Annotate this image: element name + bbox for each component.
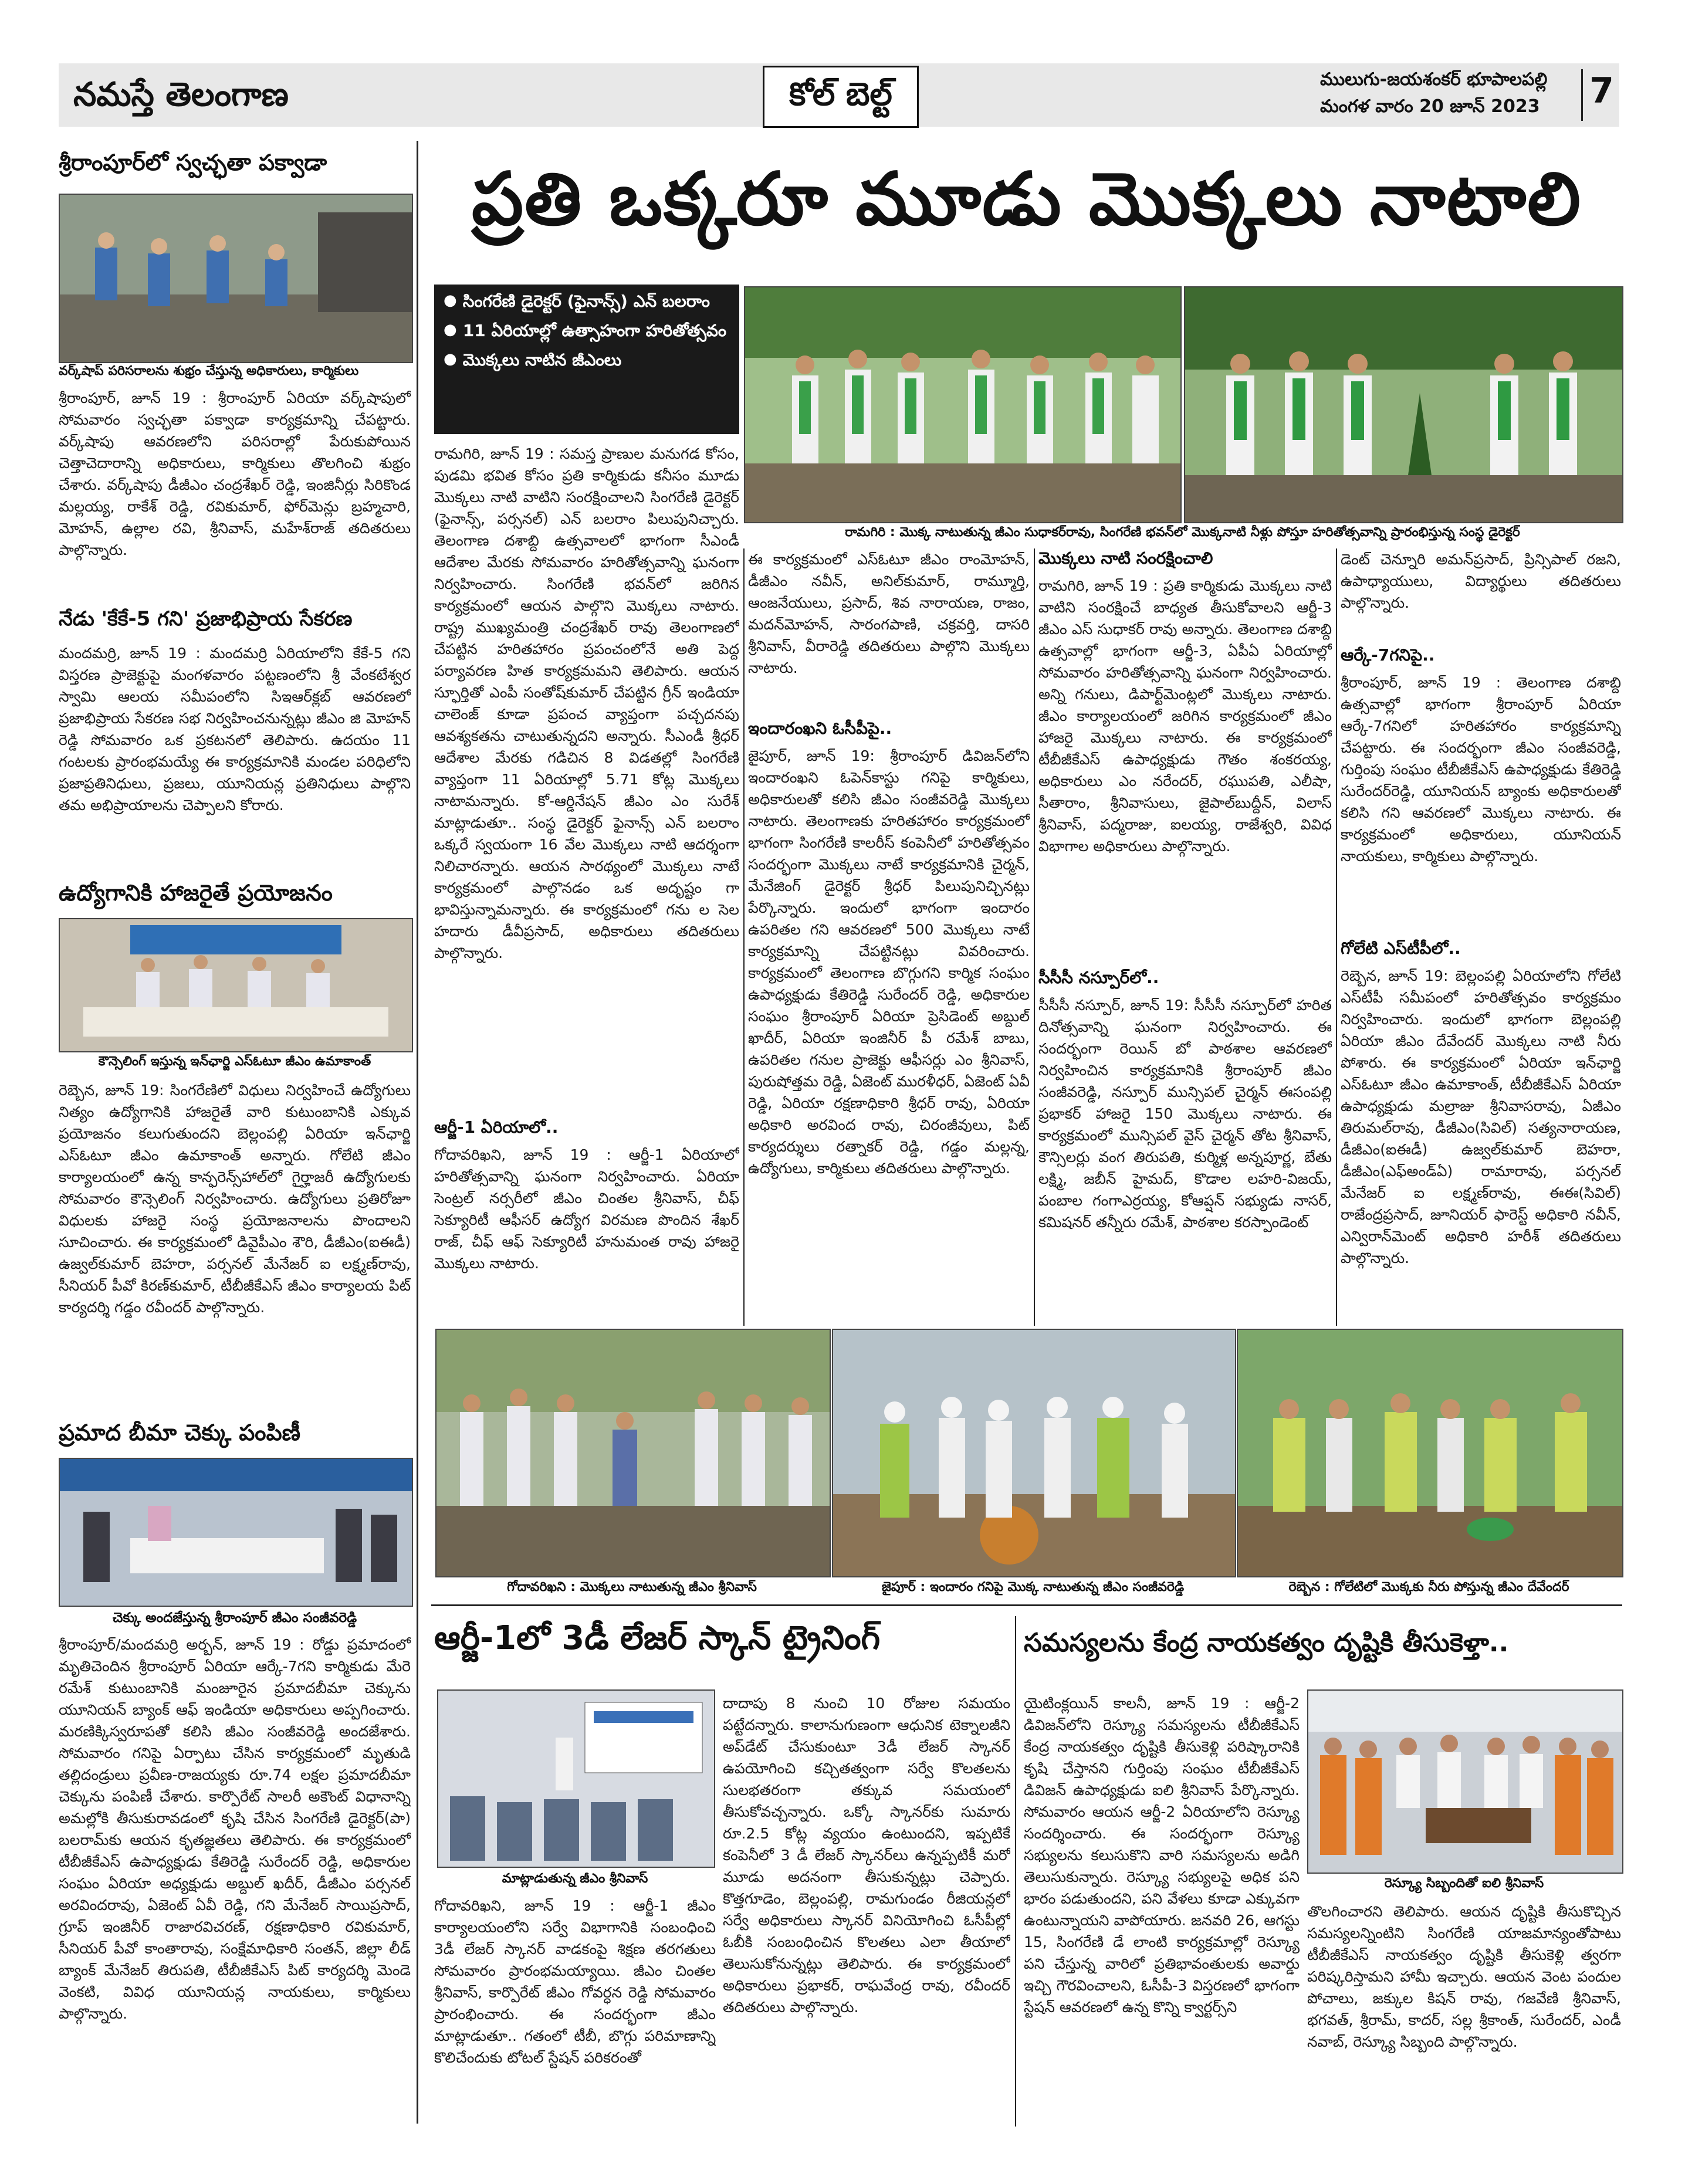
article-swachhata-body: శ్రీరాంపూర్, జూన్ 19 : శ్రీరాంపూర్ ఏరియా వర్క్‌షాపులో సోమవారం స్వచ్ఛతా పక్వాడా కార్యక్రమాన్ని చేపట్టారు. వర్క్‌షాపు ఆవరణలోని పరిసరాల్లో పేరుకుపోయిన చెత్తాచెదారాన్ని అధికారులు, కార్మికులు తొలగించి శుభ్రం చేశారు. వర్క్‌షాపు డీజీఎం చంద్రశేఖర్ రెడ్డి, ఇంజినీర్లు సిరికొండ మల్లయ్య, రాకేశ్ రెడ్డి, రవికుమార్, ఫోర్‌మెన్లు బ్రహ్మచారి, మోహన్, ఉల్లాల రవి, శ్రీనివాస్, మహేశ్‌రాజ్ తదితరులు పాల్గొన్నారు.: [59, 390, 411, 558]
article-kk5-body: మందమర్రి, జూన్ 19 : మందమర్రి ఏరియాలోని కేకే-5 గని విస్తరణ ప్రాజెక్టుపై మంగళవారం పట్టణంలోని శ్రీ వేంకటేశ్వర స్వామి ఆలయ సమీపంలోని సిఇఆర్‌క్లబ్ ఆవరణలో ప్రజాభిప్రాయ సేకరణ సభ నిర్వహించనున్నట్లు జీఎం జి మోహన్ రెడ్డి సోమవారం ఒక ప్రకటనలో తెలిపారు. ఉదయం 11 గంటలకు ప్రారంభమయ్యే ఈ కార్యక్రమానికి మండల పరిధిలోని ప్రజాప్రతినిధులు, ప్రజలు, యూనియన్ల ప్రతినిధులు పాల్గొని తమ అభిప్రాయాలను చెప్పాలని కోరారు.: [59, 645, 411, 814]
main-col1-subhead: ఆర్జీ-1 ఏరియాలో..: [434, 1118, 559, 1137]
main-col3-subhead2: సీసీసీ నస్పూర్‌లో..: [1038, 968, 1159, 987]
photo-rescue-staff: [1307, 1689, 1623, 1874]
paper-name: నమస్తే తెలంగాణ: [73, 75, 289, 114]
photo-counselling: [59, 918, 413, 1052]
main-col4b-body: శ్రీరాంపూర్, జూన్ 19 : తెలంగాణ దశాబ్ది ఉత్సవాల్లో భాగంగా శ్రీరాంపూర్ ఏరియా ఆర్కే-7గనిలో హరితహారం కార్యక్రమాన్ని చేపట్టారు. ఈ సందర్భంగా జీఎం సంజీవరెడ్డి, గుర్తింపు సంఘం టీబీజీకేఎస్ ఉపాధ్యక్షుడు కేతిరెడ్డి సురేందర్‌రెడ్డి, యూనియన్ బ్యాంకు అధికారులతో కలిసి గని ఆవరణలో మొక్కలు నాటారు. ఈ కార్యక్రమంలో అధికారులు, యూనియన్ నాయకులు, కార్మికులు పాల్గొన్నారు.: [1341, 674, 1621, 865]
district-name: ములుగు-జయశంకర్ భూపాలపల్లి: [1320, 69, 1548, 90]
section-name: కోల్ బెల్ట్: [789, 75, 892, 113]
article-insurance-headline: ప్రమాద బీమా చెక్కు పంపిణీ: [59, 1420, 300, 1445]
photo-ramagiri-planting: [744, 286, 1182, 523]
laser-body-right: దాదాపు 8 నుంచి 10 రోజుల సమయం పట్టేదన్నారు. కాలానుగుణంగా ఆధునిక టెక్నాలజీని అప్‌డేట్ చేసుకుంటూ 3డీ లేజర్ స్కానర్ ఉపయోగించి కచ్చితత్వంగా సర్వే కొలతలను సులభతరంగా తక్కువ సమయంలో తీసుకోవచ్చన్నారు. ఒక్కో స్కానర్‌కు సుమారు రూ.2.5 కోట్ల వ్యయం ఉంటుందని, ఇప్పటికే కంపెనీలో 3 డీ లేజర్ స్కానర్‌లు ఉన్నప్పటికీ మరో మూడు అదనంగా తీసుకున్నట్లు చెప్పారు. కొత్తగూడెం, బెల్లంపల్లి, రామగుండం రీజియన్లలో సర్వే అధికారులు స్కానర్ వినియోగించి ఓసీపీల్లో ఓబీకి సంబంధించిన కొలతలు ఎలా తీయాలో తెలుసుకోనున్నట్లు తెలిపారు. ఈ కార్యక్రమంలో అధికారులు ప్రభాకర్, రాఘవేంద్ర రావు, రవీందర్ తదితరులు పాల్గొన్నారు.: [723, 1695, 1010, 2016]
page-number: 7: [1589, 70, 1614, 111]
photo-insurance-cheque: [59, 1458, 413, 1607]
section-divider: [431, 1604, 1622, 1606]
issues-headline: సమస్యలను కేంద్ర నాయకత్వం దృష్టికి తీసుకెళ్తా..: [1024, 1628, 1509, 1658]
laser-body-left: గోదావరిఖని, జూన్ 19 : ఆర్జీ-1 జీఎం కార్యాలయంలోని సర్వే విభాగానికి సంబంధించి 3డీ లేజర్ స్కానర్ వాడకంపై శిక్షణ తరగతులు సోమవారం ప్రారంభమయ్యాయి. జీఎం చింతల శ్రీనివాస్, కార్పొరేట్ జీఎం గోవర్ధన రెడ్డి సోమవారం ప్రారంభించారు. ఈ సందర్భంగా జీఎం మాట్లాడుతూ.. గతంలో టీబీ, బొగ్గు పరిమాణాన్ని కొలిచేందుకు టోటల్ స్టేషన్ పరికరంతో: [434, 1897, 716, 2066]
col-divider: [743, 548, 745, 1326]
article-swachhata-headline: శ్రీరాంపూర్‌లో స్వచ్ఛతా పక్వాడా: [59, 150, 327, 175]
caption-jaipur: జైపూర్ : ఇందారం గనిపై మొక్క నాటుతున్న జీఎం సంజీవరెడ్డి: [881, 1580, 1185, 1594]
main-col4-body: డెంట్ చెన్నూరి అమన్‌ప్రసాద్, ప్రిన్సిపాల్ రజని, ఉపాధ్యాయులు, విద్యార్థులు తదితరులు పాల్గొన్నారు.: [1341, 551, 1621, 611]
col-divider: [1015, 1616, 1016, 2127]
main-col4-subhead2: గోలేటి ఎస్‌టీపీలో..: [1341, 939, 1461, 958]
photo-laser-training: [437, 1689, 715, 1868]
caption-laser: మాట్లాడుతున్న జీఎం శ్రీనివాస్: [502, 1871, 648, 1886]
col-divider: [1034, 548, 1035, 1326]
article-attendance-body: రెబ్బెన, జూన్ 19: సింగరేణిలో విధులు నిర్వహించే ఉద్యోగులు నిత్యం ఉద్యోగానికి హాజరైతే వారి కుటుంబానికి ఎక్కువ ప్రయోజనం కలుగుతుందని బెల్లంపల్లి ఏరియా ఇన్‌ఛార్జి ఎస్‌ఓటూ జీఎం ఉమాకాంత్ అన్నారు. గోలేటి జీఎం కార్యాలయంలో ఉన్న కాన్ఫరెన్స్‌హాల్‌లో గైర్హాజరీ ఉద్యోగులకు సోమవారం కౌన్సెలింగ్ నిర్వహించారు. ఉద్యోగులు ప్రతిరోజూ విధులకు హాజరై సంస్థ ప్రయోజనాలను పొందాలని సూచించారు. ఈ కార్యక్రమంలో డివైపీఎం శౌరి, డీజీఎం(ఐఈడీ) ఉజ్వల్‌కుమార్ బెహరా, పర్సనల్ మేనేజర్ ఐ లక్ష్మణ్‌రావు, సీనియర్ పీవో కిరణ్‌కుమార్, టీబీజీకేఎస్ జీఎం కార్యాలయ పిట్ కార్యదర్శి గడ్డం రవీందర్ పాల్గొన్నారు.: [59, 1082, 411, 1316]
caption-rebbena: రెబ్బెన : గోలేటిలో మొక్కకు నీరు పోస్తున్న జీఎం దేవేందర్: [1288, 1580, 1569, 1594]
main-col3-subhead: మొక్కలు నాటి సంరక్షించాలి: [1038, 548, 1213, 568]
bullet-item: ● మొక్కలు నాటిన జీఎంలు: [444, 350, 622, 370]
caption-top-photos: రామగిరి : మొక్క నాటుతున్న జీఎం సుధాకర్‌రావు, సింగరేణి భవన్‌లో మొక్కనాటి నీళ్లు పోస్తూ హరితోత్సవాన్ని ప్రారంభిస్తున్న సంస్థ డైరెక్టర్: [845, 525, 1520, 540]
photo-rebbena: [1237, 1329, 1623, 1577]
issues-body-right: తొలగించారని తెలిపారు. ఆయన దృష్టికి తీసుకొచ్చిన సమస్యలన్నింటిని సింగరేణి యాజమాన్యంతోపాటు టీబీజీకేఎస్ నాయకత్వం దృష్టికి తీసుకెళ్లి త్వరగా పరిష్కరిస్తామని హామీ ఇచ్చారు. ఆయన వెంట పందుల పోచాలు, జక్కుల కిషన్ రావు, గజవేణి శ్రీనివాస్, భగవత్, శ్రీరామ్, కాదర్, సల్ల శ్రీకాంత్, సురేందర్, ఎండీ నవాబ్, రెస్క్యూ సిబ్బంది పాల్గొన్నారు.: [1307, 1903, 1621, 2050]
masthead-divider: [1581, 69, 1583, 121]
main-col2-body: ఈ కార్యక్రమంలో ఎస్‌ఓటూ జీఎం రాంమోహన్, డీజీఎం నవీన్, అనిల్‌కుమార్, రామ్మూర్తి, ఆంజనేయులు, ప్రసాద్, శివ నారాయణ, రాజం, మదన్‌మోహన్, సారంగపాణి, చక్రవర్తి, దాసరి శ్రీనివాస్, వీరారెడ్డి తదితరులు పాల్గొని మొక్కలు నాటారు.: [748, 551, 1030, 676]
main-col3-body: రామగిరి, జూన్ 19 : ప్రతి కార్మికుడు మొక్కలు నాటి వాటిని సంరక్షించే బాధ్యత తీసుకోవాలని ఆర్జీ-3 జీఎం ఎస్ సుధాకర్ రావు అన్నారు. తెలంగాణ దశాబ్ది ఉత్సవాల్లో భాగంగా ఆర్జీ-3, ఏపీఏ ఏరియాల్లో సోమవారం హరితోత్సవాన్ని ఘనంగా నిర్వహించారు. అన్ని గనులు, డిపార్ట్‌మెంట్లలో మొక్కలు నాటారు. జీఎం కార్యాలయంలో జరిగిన కార్యక్రమంలో జీఎం హాజరై మొక్కలు నాటారు. ఈ కార్యక్రమంలో టీబీజీకేఎస్ ఉపాధ్యక్షుడు గౌతం శంకరయ్య, అధికారులు ఎం నరేందర్, రఘుపతి, ఎలీషా, సీతారాం, శ్రీనివాసులు, జైపాల్‌బుద్దీన్, విలాస్ శ్రీనివాస్, పద్మరాజు, ఐలయ్య, రాజేశ్వరి, వివిధ విభాగాల అధికారులు పాల్గొన్నారు.: [1038, 577, 1332, 855]
left-column-divider: [417, 141, 418, 2124]
caption-insurance: చెక్కు అందజేస్తున్న శ్రీరాంపూర్ జీఎం సంజీవరెడ్డి: [112, 1610, 357, 1626]
main-col1b-body: గోదావరిఖని, జూన్ 19 : ఆర్జీ-1 ఏరియాలో హరితోత్సవాన్ని ఘనంగా నిర్వహించారు. ఏరియా సెంట్రల్ నర్సరీలో జీఎం చింతల శ్రీనివాస్, చీఫ్ సెక్యూరిటీ ఆఫీసర్ ఉద్యోగ విరమణ పొందిన శేఖర్ రాజ్, చీఫ్ ఆఫ్ సెక్యూరిటీ హనుమంత రావు హాజరై మొక్కలు నాటారు.: [434, 1146, 739, 1272]
bullet-item: ● సింగరేణి డైరెక్టర్ (ఫైనాన్స్) ఎన్ బలరాం: [444, 292, 710, 311]
issue-date: మంగళ వారం 20 జూన్ 2023: [1320, 96, 1540, 117]
main-col3b-body: సీసీసీ నస్పూర్, జూన్ 19: సీసీసీ నస్పూర్‌లో హరిత దినోత్సవాన్ని ఘనంగా నిర్వహించారు. ఈ సందర్భంగా రెయిన్ బో పాఠశాల ఆవరణలో నిర్వహించిన కార్యక్రమానికి శ్రీరాంపూర్ జీఎం సంజీవరెడ్డి, నస్పూర్ మున్సిపల్ చైర్మన్ ఈసంపల్లి ప్రభాకర్ హాజరై 150 మొక్కలు నాటారు. ఈ కార్యక్రమంలో మున్సిపల్ వైస్ చైర్మన్ తోట శ్రీనివాస్, కౌన్సిలర్లు వంగ తిరుపతి, కుర్మిళ్ల అన్నపూర్ణ, బేతు లక్ష్మి, జబీన్ హైమద్, కొడాల లహరి-విజయ్, పంబాల గంగాఎర్రయ్య, కోఆప్షన్ సభ్యుడు నాసర్, కమిషనర్ తన్నీరు రమేశ్, పాఠశాల కరస్పాండెంట్: [1038, 997, 1332, 1231]
caption-rescue: రెస్క్యూ సిబ్బందితో ఐలి శ్రీనివాస్: [1384, 1876, 1544, 1891]
caption-counselling: కౌన్సెలింగ్ ఇస్తున్న ఇన్‌ఛార్జి ఎస్‌ఓటూ జీఎం ఉమాకాంత్: [98, 1054, 371, 1069]
photo-godavarikhani: [435, 1329, 831, 1577]
issues-body-left: యైటింక్లయిన్ కాలనీ, జూన్ 19 : ఆర్జీ-2 డివిజన్‌లోని రెస్క్యూ సమస్యలను టీబీజీకేఎస్ కేంద్ర నాయకత్వం దృష్టికి తీసుకెళ్లి పరిష్కారానికి కృషి చేస్తానని గుర్తింపు సంఘం టీబీజీకేఎస్ డివిజన్ ఉపాధ్యక్షుడు ఐలి శ్రీనివాస్ పేర్కొన్నారు. సోమవారం ఆయన ఆర్జీ-2 ఏరియాలోని రెస్క్యూ సందర్శించారు. ఈ సందర్భంగా రెస్క్యూ సభ్యులను కలుసుకొని వారి సమస్యలను అడిగి తెలుసుకున్నారు. రెస్క్యూ సభ్యులపై అధిక పని భారం పడుతుందని, పని వేళలు కూడా ఎక్కువగా ఉంటున్నాయని వాపోయారు. జనవరి 26, ఆగస్టు 15, సింగరేణి డే లాంటి కార్యక్రమాల్లో రెస్క్యూ పని చేస్తున్న వారిలో ప్రతిభావంతులకు అవార్డు ఇచ్చి గౌరవించాలని, ఓసీపీ-3 విస్తరణలో భాగంగా స్టేషన్ ఆవరణలో ఉన్న కొన్ని క్వార్టర్స్‌ని: [1024, 1695, 1300, 2016]
article-insurance-body: శ్రీరాంపూర్/మందమర్రి అర్బన్, జూన్ 19 : రోడ్డు ప్రమాదంలో మృతిచెందిన శ్రీరాంపూర్ ఏరియా ఆర్కే-7గని కార్మికుడు మేరె రమేశ్ కుటుంబానికి మంజూరైన ప్రమాదబీమా చెక్కును యూనియన్ బ్యాంక్ ఆఫ్ ఇండియా అధికారులు అప్పగించారు. మరణిక్కిస్వరూపతో కలిసి జీఎం సంజీవరెడ్డి అందజేశారు. సోమవారం గనిపై ఏర్పాటు చేసిన కార్యక్రమంలో మృతుడి తల్లిదండ్రులు ప్రవీణ-రాజయ్యకు రూ.74 లక్షల ప్రమాదబీమా చెక్కును పంపిణీ చేశారు. కార్పొరేట్ సాలరీ అకౌంట్ విధానాన్ని అమల్లోకి తీసుకురావడంలో కృషి చేసిన సింగరేణి డైరెక్టర్(పా) బలరామ్‌కు ఆయన కృతజ్ఞతలు తెలిపారు. ఈ కార్యక్రమంలో టీబీజీకేఎస్ ఉపాధ్యక్షుడు కేతిరెడ్డి సురేందర్ రెడ్డి, అధికారుల సంఘం ఏరియా అధ్యక్షుడు అబ్దుల్ ఖదీర్, డీజీఎం పర్సనల్ అరవిందరావు, ఏజెంట్ ఏవీ రెడ్డి, గని మేనేజర్ సాయిప్రసాద్, గ్రూప్ ఇంజినీర్ రాజారవిచరణ్, రక్షణాధికారి రవికుమార్, సీనియర్ పీవో కాంతారావు, సంక్షేమాధికారి సంతన్, జిల్లా లీడ్ బ్యాంక్ మేనేజర్ తిరుపతి, టీబీజీకేఎస్ పిట్ కార్యదర్శి మెండె వెంకటి, వివిధ యూనియన్ల నాయకులు, కార్మికులు పాల్గొన్నారు.: [59, 1636, 411, 2022]
article-kk5-headline: నేడు 'కేకే-5 గని' ప్రజాభిప్రాయ సేకరణ: [59, 607, 353, 631]
main-col4-subhead: ఆర్కే-7గనిపై..: [1341, 645, 1435, 665]
main-col2b-body: జైపూర్, జూన్ 19: శ్రీరాంపూర్ డివిజన్‌లోని ఇందారంఖని ఓపెన్‌కాస్టు గనిపై కార్మికులు, అధికారులతో కలిసి జీఎం సంజీవరెడ్డి మొక్కలు నాటారు. తెలంగాణకు హరితహారం కార్యక్రమంలో భాగంగా సింగరేణి కాలరీస్ కంపెనీలో హరితోత్సవం సందర్భంగా మొక్కలు నాటే కార్యక్రమానికి చైర్మన్, మేనేజింగ్ డైరెక్టర్ శ్రీధర్ పిలుపునిచ్చినట్లు పేర్కొన్నారు. ఇందులో భాగంగా ఇందారం ఉపరితల గని ఆవరణలో 500 మొక్కలు నాటే కార్యక్రమాన్ని చేపట్టినట్లు వివరించారు. కార్యక్రమంలో తెలంగాణ బొగ్గుగని కార్మిక సంఘం ఉపాధ్యక్షుడు కేతిరెడ్డి సురేందర్ రెడ్డి, అధికారుల సంఘం శ్రీరాంపూర్ ఏరియా ప్రెసిడెంట్ అబ్దుల్ ఖాదీర్, ఏరియా ఇంజినీర్ పీ రమేశ్ బాబు, ఉపరితల గనుల ప్రాజెక్టు ఆఫీసర్లు ఎం శ్రీనివాస్, పురుషోత్తమ రెడ్డి, ఏజెంట్ మురళీధర్, ఏజెంట్ ఏవీ రెడ్డి, ఏరియా రక్షణాధికారి శ్రీధర్ రావు, ఏరియా అధికారి అరవింద రావు, చిరంజీవులు, పిట్ కార్యదర్శులు రత్నాకర్ రెడ్డి, గడ్డం మల్లన్న, ఉద్యోగులు, కార్మికులు తదితరులు పాల్గొన్నారు.: [748, 747, 1030, 1177]
photo-workshop-cleaning: [59, 194, 413, 363]
photo-singareni-bhavan: [1184, 286, 1623, 523]
laser-headline: ఆర్జీ-1లో 3డీ లేజర్ స్కాన్ ట్రైనింగ్: [434, 1619, 881, 1657]
main-headline: ప్రతి ఒక్కరూ మూడు మొక్కలు నాటాలి: [471, 157, 1582, 242]
caption-godavarikhani: గోదావరిఖని : మొక్కలు నాటుతున్న జీఎం శ్రీనివాస్: [507, 1580, 757, 1594]
col-divider: [1336, 548, 1337, 1326]
main-col1-body: రామగిరి, జూన్ 19 : సమస్త ప్రాణుల మనుగడ కోసం, పుడమి భవిత కోసం ప్రతి కార్మికుడు కనీసం మూడు మొక్కలు నాటి వాటిని సంరక్షించాలని సింగరేణి డైరెక్టర్ (ఫైనాన్స్, పర్సనల్) ఎన్ బలరాం పిలుపునిచ్చారు. తెలంగాణ దశాబ్ది ఉత్సవాలలో భాగంగా సీఎండీ ఆదేశాల మేరకు సోమవారం హరితోత్సవాన్ని ఘనంగా నిర్వహించారు. సింగరేణి భవన్‌లో జరిగిన కార్యక్రమంలో ఆయన పాల్గొని మొక్కలు నాటారు. రాష్ట్ర ముఖ్యమంత్రి చంద్రశేఖర్ రావు తెలంగాణలో చేపట్టిన హరితహారం ప్రపంచంలోనే అతి పెద్ద పర్యావరణ హిత కార్యక్రమమని తెలిపారు. ఆయన స్ఫూర్తితో ఎంపీ సంతోష్‌కుమార్ చేపట్టిన గ్రీన్ ఇండియా చాలెంజ్ కూడా ప్రపంచ వ్యాప్తంగా పచ్చదనపు ఆవశ్యకతను చాటుతున్నదని అన్నారు. సీఎండీ శ్రీధర్ ఆదేశాల మేరకు గడిచిన 8 విడతల్లో సింగరేణి వ్యాప్తంగా 11 ఏరియాల్లో 5.71 కోట్ల మొక్కలు నాటామన్నారు. కో-ఆర్డినేషన్ జీఎం ఎం సురేశ్ మాట్లాడుతూ.. సంస్థ డైరెక్టర్ ఫైనాన్స్ ఎన్ బలరాం ఒక్కరే స్వయంగా 16 వేల మొక్కలు నాటి ఆదర్శంగా నిలిచారన్నారు. ఆయన సారథ్యంలో మొక్కలు నాటే కార్యక్రమంలో పాల్గొనడం ఒక అదృష్టం గా భావిస్తున్నామన్నారు. ఈ కార్యక్రమంలో గను ల సెల హదారు డీవీప్రసాద్, అధికారులు తదితరులు పాల్గొన్నారు.: [434, 445, 739, 961]
main-col2-subhead: ఇందారంఖని ఓసీపీపై..: [748, 719, 892, 738]
main-col4c-body: రెబ్బెన, జూన్ 19: బెల్లంపల్లి ఏరియాలోని గోలేటి ఎస్‌టీపీ సమీపంలో హరితోత్సవం కార్యక్రమం నిర్వహించారు. ఇందులో భాగంగా బెల్లంపల్లి ఏరియా జీఎం దేవేందర్ మొక్కలు నాటి నీరు పోశారు. ఈ కార్యక్రమంలో ఏరియా ఇన్‌ఛార్జి ఎస్‌ఓటూ జీఎం ఉమాకాంత్, టీబీజీకేఎస్ ఏరియా ఉపాధ్యక్షుడు మల్రాజు శ్రీనివాసరావు, ఏజీఎం తిరుమల్‌రావు, డీజీఎం(సివిల్) సత్యనారాయణ, డీజీఎం(ఐఈడీ) ఉజ్వల్‌కుమార్ బెహరా, డీజీఎం(ఎఫ్‌అండ్‌ఏ) రామారావు, పర్సనల్ మేనేజర్ ఐ లక్ష్మణ్‌రావు, ఈఈ(సివిల్) రాజేంద్రప్రసాద్, జూనియర్ ఫారెస్ట్ అధికారి నవీన్, ఎన్విరాన్‌మెంట్ అధికారి హరీశ్ తదితరులు పాల్గొన్నారు.: [1341, 967, 1621, 1267]
caption-workshop: వర్క్‌షాప్ పరిసరాలను శుభ్రం చేస్తున్న అధికారులు, కార్మికులు: [59, 364, 359, 378]
photo-jaipur: [832, 1329, 1236, 1577]
summary-bullet-box: [434, 285, 739, 434]
article-attendance-headline: ఉద్యోగానికి హాజరైతే ప్రయోజనం: [59, 880, 333, 906]
bullet-item: ● 11 ఏరియాల్లో ఉత్సాహంగా హరితోత్సవం: [444, 321, 727, 340]
